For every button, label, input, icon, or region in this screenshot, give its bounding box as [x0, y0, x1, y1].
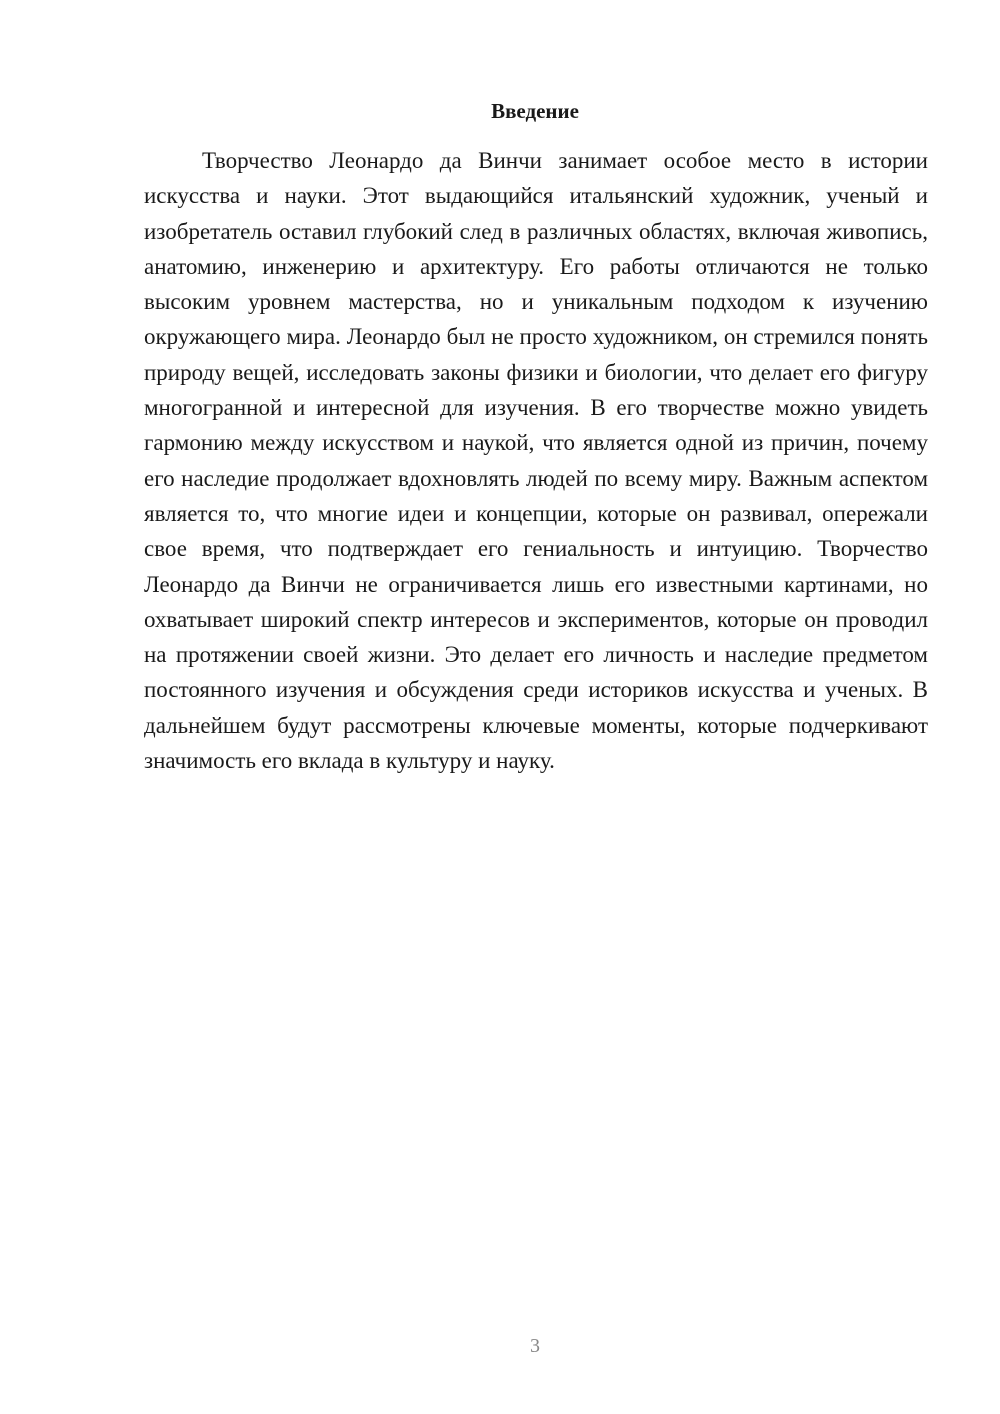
- section-heading: Введение: [491, 99, 579, 123]
- page-number: 3: [530, 1335, 540, 1357]
- body-paragraph: Творчество Леонардо да Винчи занимает особое место в истории искусства и науки. Этот выдающийся итальянский художник, ученый и изобретатель оставил глубокий след в различных областях, включая живопись, анатомию, инженерию и архитектуру. Его работы отличаются не только высоким уровнем мастерства, но и уникальным подходом к изучению окружающего мира. Леонардо был не просто художником, он стремился понять природу вещей, исследовать законы физики и биологии, что делает его фигуру многогранной и интересной для изучения. В его творчестве можно увидеть гармонию между искусством и наукой, что является одной из причин, почему его наследие продолжает вдохновлять людей по всему миру. Важным аспектом является то, что многие идеи и концепции, которые он развивал, опережали свое время, что подтверждает его гениальность и интуицию. Творчество Леонардо да Винчи не ограничивается лишь его известными картинами, но охватывает широкий спектр интересов и экспериментов, которые он проводил на протяжении своей жизни. Это делает его личность и наследие предметом постоянного изучения и обсуждения среди историков искусства и ученых. В дальнейшем будут рассмотрены ключевые моменты, которые подчеркивают значимость его вклада в культуру и науку.: [144, 148, 928, 774]
